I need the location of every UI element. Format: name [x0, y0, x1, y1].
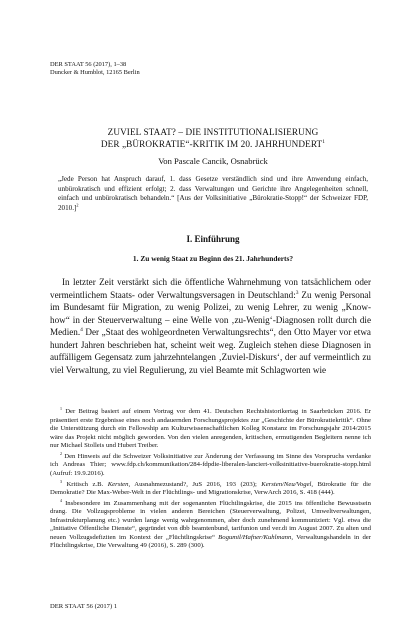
- publisher-line: Duncker & Humblot, 12165 Berlin: [50, 69, 140, 76]
- footnote-number: 4: [60, 497, 63, 503]
- footnote-4: [50, 497, 372, 551]
- epigraph-quote: [58, 175, 368, 214]
- body-text: [50, 276, 371, 376]
- footnote-number: 1: [60, 405, 63, 411]
- footnote-number: 3: [60, 478, 63, 484]
- footnote-ref-3[interactable]: 3: [295, 289, 299, 296]
- footnote-author: Kersten: [107, 480, 129, 488]
- paragraph-text: Zu wenig Personal im Bundesamt für Migration, zu wenig Polizei, zu wenig Lehrer, zu wenig „Know-how“ in der Steuerverwaltung – eine Welle von ‚zu-Wenig‘-Diagnosen rollt durch die Medien.: [50, 289, 371, 337]
- paragraph: [50, 276, 371, 376]
- title-line-2-text: DER „BÜROKRATIE“-KRITIK IM 20. JAHRHUNDERT: [100, 139, 323, 149]
- footnote-2: [50, 450, 371, 479]
- journal-citation: DER STAAT 56 (2017), 1–38: [50, 61, 127, 68]
- page-footer: DER STAAT 56 (2017) 1: [50, 603, 118, 610]
- paragraph-text: Der „Staat des wohlgeordneten Verwaltungsrechts“, den Otto Mayer vor etwa hundert Jahren beschrieben hat, scheint weit weg. Zugleich stehen diese Diagnosen in auffälligem Gegensatz zum jahrzehntelangen ‚Zuviel-Diskurs‘, der auf vermeintlich zu viel Verwaltung, zu viel Regulierung, zu viel Beamte mit Schlagworten wie: [50, 327, 371, 375]
- footnote-text: Kritisch z.B.: [66, 480, 108, 488]
- epigraph-text: „Jede Person hat Anspruch darauf, 1. dass Gesetze verständlich sind und ihre Anwendung einfach, unbürokratisch und effizient erfolgt; 2. dass Verwaltungen und Gerichte ihre Angelegenheiten schnell, einfach und unbürokratisch behandeln.“ [Aus der Volksinitiative „Bürokratie-Stopp!“ der Schweizer FDP, 2010.]: [58, 175, 368, 213]
- footnote-text: , Verwaltungshandeln in der Flüchtlingskrise, Die Verwaltung 49 (2016), S. 289 (300).: [50, 533, 372, 550]
- section-heading: I. Einführung: [186, 234, 240, 244]
- footnote-3: [50, 478, 371, 498]
- footnote-text: Insbesondere im Zusammenhang mit der sogenannten Flüchtlingskrise, die 2015 ins öffentliche Bewusstsein drang. Die Vollzugsprobleme in vielen anderen Bereichen (Steuerverwaltung, Polizei, Umweltverwaltungen, Infrastrukturplanung etc.) wurden lange wenig wahrgenommen, aber doch zunehmend kommuniziert: Vgl. etwa die „Initiative Öffentliche Dienste“, gegründet von dbb beamtenbund, tarifunion und ver.di im August 2007. Zu alten und neuen Vollzugsdefiziten im Kontext der „Flüchtlingskrise“: [50, 499, 372, 541]
- footnote-text: Der Beitrag basiert auf einem Vortrag vor dem 41. Deutschen Rechtshistorikertag in Saarbrücken 2016. Er präsentiert erste Ergebnisse eines noch andauernden Forschungsprojektes zur „Geschichte der Bürokratiekritik“. Ohne die Unterstützung durch ein Fellowship am Kulturwissenschaftlichen Kolleg Konstanz im Forschungsjahr 2014/2015 wäre das Projekt nicht möglich geworden. Von den vielen anregenden, kritischen, ermutigenden Begleitern nenne ich nur Michael Stolleis und Hubert Treiber.: [50, 408, 371, 450]
- footnote-1: [50, 405, 371, 451]
- footnote-ref-1[interactable]: 1: [322, 138, 326, 145]
- footnote-ref-4[interactable]: 4: [80, 326, 83, 333]
- footnote-ref-2[interactable]: 2: [76, 202, 79, 208]
- paragraph-text: In letzter Zeit verstärkt sich die öffentliche Wahrnehmung von tatsächlichem oder vermeintlichem Staats- oder Verwaltungsversagen in Deutschland:: [50, 277, 371, 300]
- footnotes: [50, 405, 372, 553]
- article-title: [50, 126, 376, 150]
- footnote-number: 2: [60, 450, 63, 456]
- title-line-1: ZUVIEL STAAT? – DIE INSTITUTIONALISIERUNG: [107, 127, 319, 137]
- journal-header: [50, 61, 140, 77]
- footnote-text: , Bürokratie für die Demokratie? Die Max-Weber-Welt in der Flüchtlings- und Migrationskrise, VerwArch 2016, S. 418 (444).: [50, 480, 371, 497]
- footnote-text: , Ausnahmezustand?, JuS 2016, 193 (203);: [128, 480, 262, 488]
- footnote-text: Den Hinweis auf die Schweizer Volksinitiative zur Änderung der Verfassung im Sinne des Vorspruchs verdanke ich Andreas Thier; www.fdp.ch/kommunikation/284-fdpdie-liberalen-lanciert-volksinitiative-buerokratie-stopp.html (Aufruf: 19.9.2016).: [50, 452, 371, 477]
- footnote-author: Kersten/Neu/Vogel: [261, 480, 312, 488]
- title-line-2: [50, 138, 376, 150]
- footnote-author: Bogumil/Hafner/Kuhlmann: [218, 533, 292, 541]
- subsection-heading: 1. Zu wenig Staat zu Beginn des 21. Jahrhunderts?: [132, 254, 294, 263]
- author-line: Von Pascale Cancik, Osnabrück: [158, 156, 268, 166]
